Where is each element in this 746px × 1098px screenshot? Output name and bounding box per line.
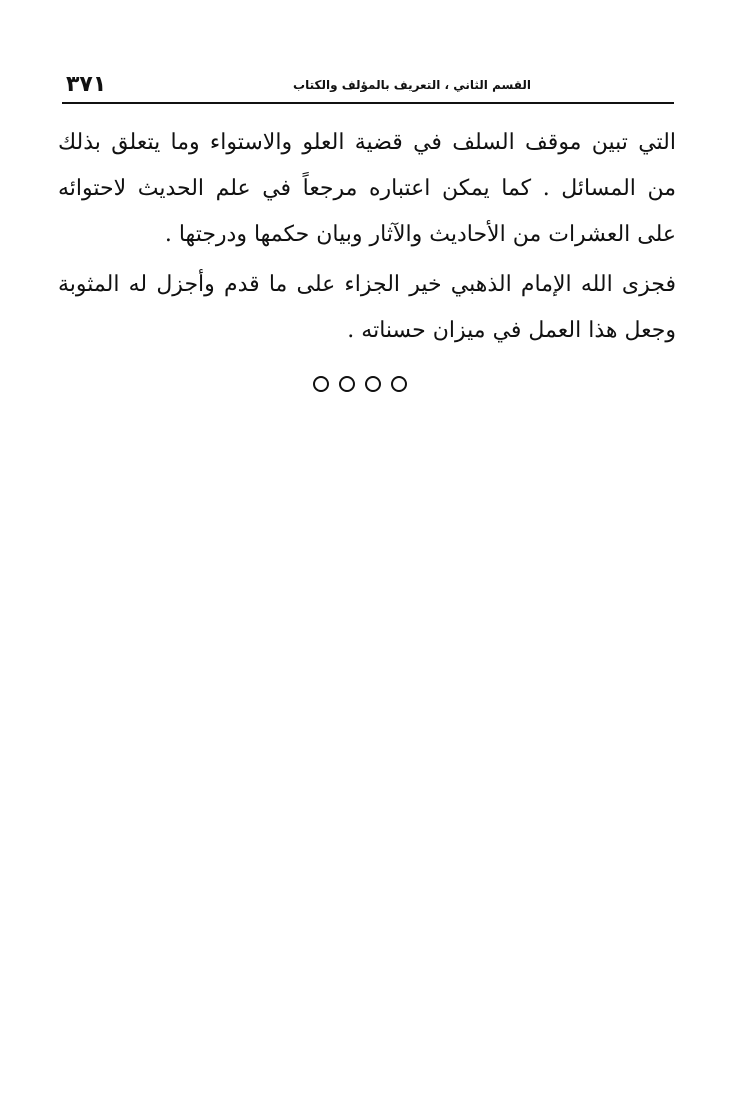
four-circles-separator-icon: [300, 372, 420, 396]
page-number: ٣٧١: [66, 72, 107, 97]
page-header: [62, 70, 674, 104]
paragraph-2: فجزى الله الإمام الذهبي خير الجزاء على ما قدم وأجزل له المثوبة وجعل هذا العمل في ميزان حسناته .: [58, 272, 676, 343]
circle-icon: [365, 376, 381, 392]
running-title: القسم الثاني ، التعريف بالمؤلف والكتاب: [293, 78, 531, 92]
circle-icon: [339, 376, 355, 392]
circle-icon: [391, 376, 407, 392]
paragraph-1: التي تبين موقف السلف في قضية العلو والاستواء وما يتعلق بذلك من المسائل . كما يمكن اعتباره مرجعاً في علم الحديث لاحتوائه على العشرات من الأحاديث والآثار وبيان حكمها ودرجتها .: [58, 130, 676, 247]
circle-icon: [313, 376, 329, 392]
